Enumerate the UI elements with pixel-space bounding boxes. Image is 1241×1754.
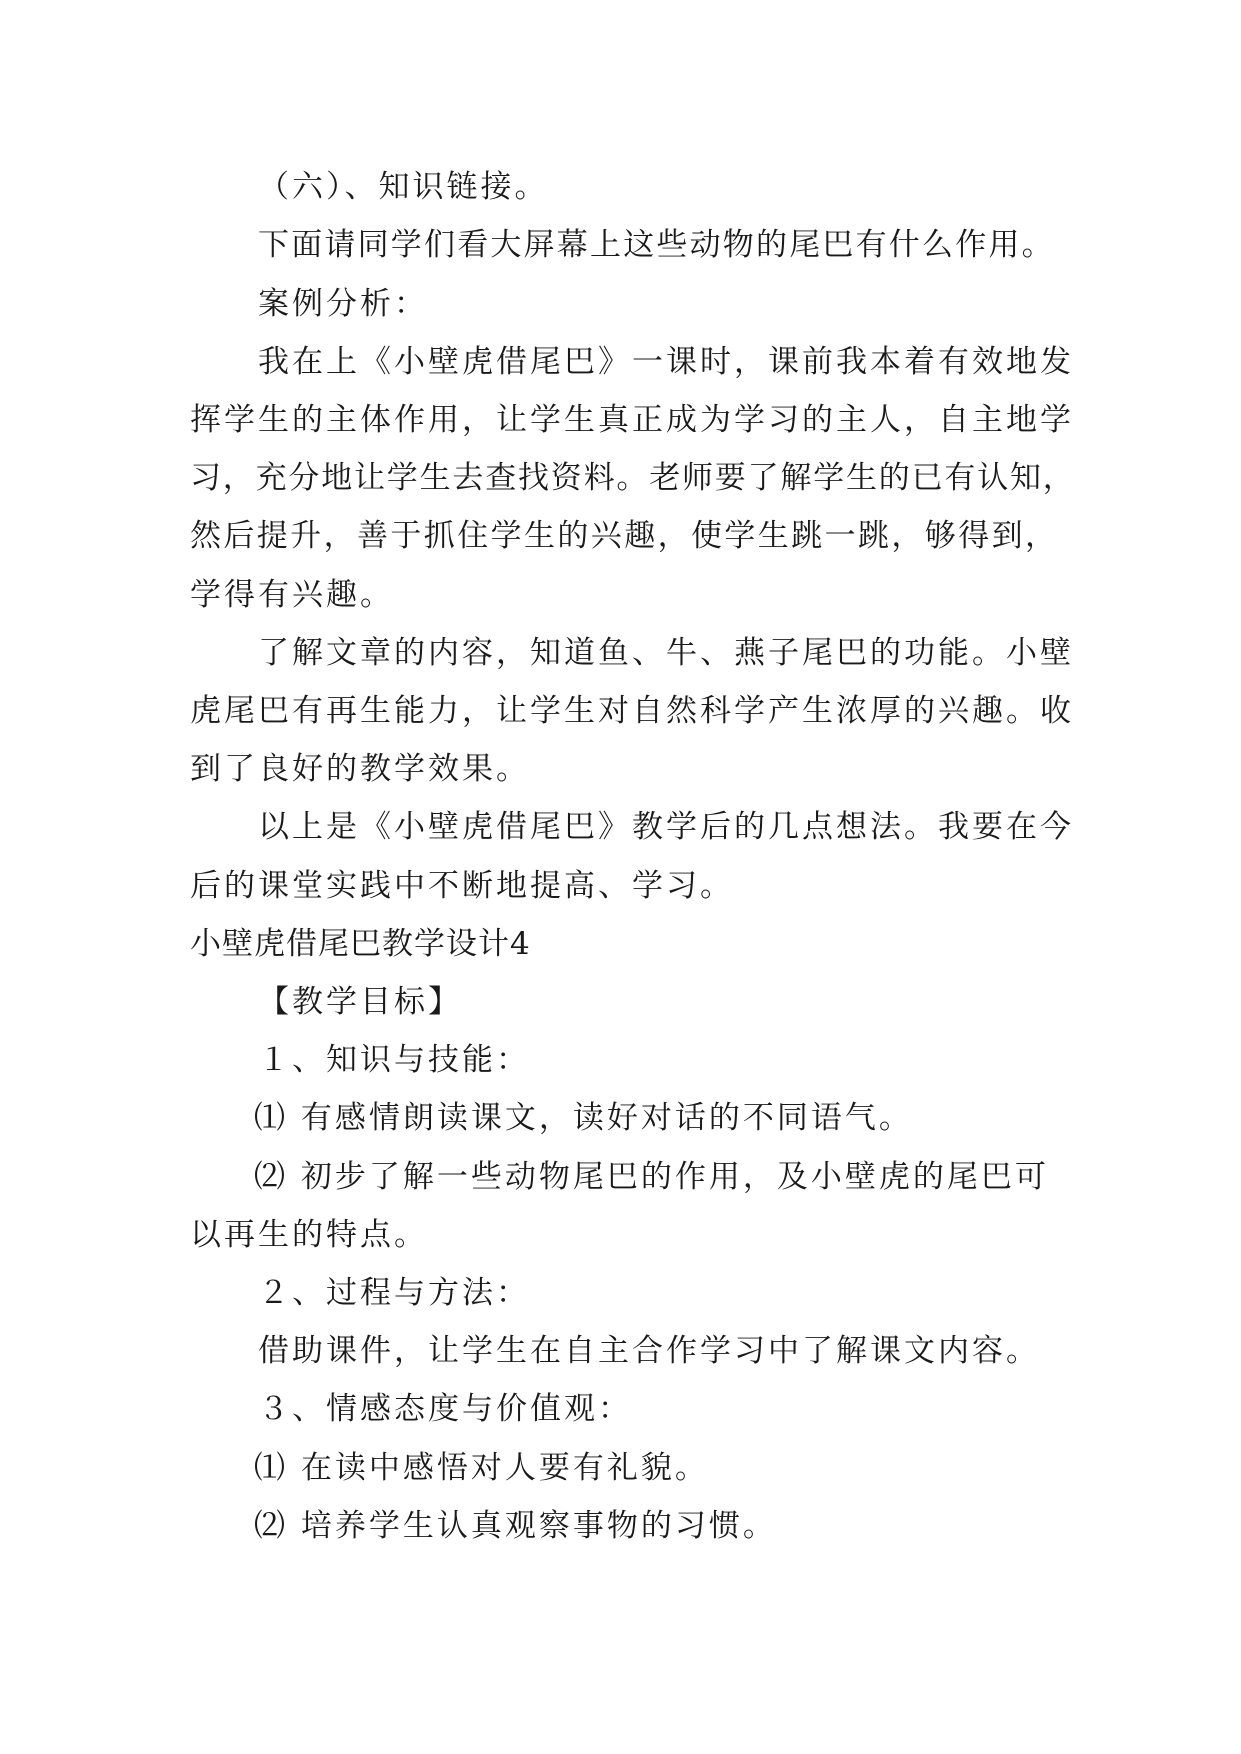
list-item: ⑴ 在读中感悟对人要有礼貌。	[254, 1450, 709, 1486]
subsection-heading: １、知识与技能：	[258, 1042, 530, 1078]
paragraph-line: 后的课堂实践中不断地提高、学习。	[190, 868, 734, 904]
section-heading: 【教学目标】	[258, 984, 462, 1020]
list-item: ⑵ 初步了解一些动物尾巴的作用，及小壁虎的尾巴可	[254, 1159, 1049, 1195]
paragraph-line: 挥学生的主体作用，让学生真正成为学习的主人，自主地学	[190, 402, 1074, 438]
paragraph-line: 案例分析：	[258, 286, 428, 322]
document-title: 小壁虎借尾巴教学设计4	[190, 926, 531, 962]
paragraph-line: 学得有兴趣。	[190, 577, 394, 613]
paragraph-line: 然后提升，善于抓住学生的兴趣，使学生跳一跳，够得到，	[190, 518, 1059, 554]
list-item: ⑴ 有感情朗读课文，读好对话的不同语气。	[254, 1100, 913, 1136]
paragraph-line: 到了良好的教学效果。	[190, 751, 530, 787]
paragraph-line: 以上是《小壁虎借尾巴》教学后的几点想法。我要在今	[258, 809, 1074, 845]
list-item: ⑵ 培养学生认真观察事物的习惯。	[254, 1508, 777, 1544]
paragraph-line: 我在上《小壁虎借尾巴》一课时，课前我本着有效地发	[258, 344, 1074, 380]
paragraph-line: 借助课件，让学生在自主合作学习中了解课文内容。	[258, 1333, 1040, 1369]
paragraph-line: 习，充分地让学生去查找资料。老师要了解学生的已有认知，	[190, 460, 1076, 496]
section-heading: （六）、知识链接。	[258, 169, 549, 205]
paragraph-line: 虎尾巴有再生能力，让学生对自然科学产生浓厚的兴趣。收	[190, 693, 1074, 729]
list-item-continuation: 以再生的特点。	[190, 1217, 428, 1253]
subsection-heading: ３、情感态度与价值观：	[258, 1391, 632, 1427]
paragraph-line: 下面请同学们看大屏幕上这些动物的尾巴有什么作用。	[258, 227, 1055, 263]
paragraph-line: 了解文章的内容，知道鱼、牛、燕子尾巴的功能。小壁	[258, 635, 1074, 671]
subsection-heading: ２、过程与方法：	[258, 1275, 530, 1311]
